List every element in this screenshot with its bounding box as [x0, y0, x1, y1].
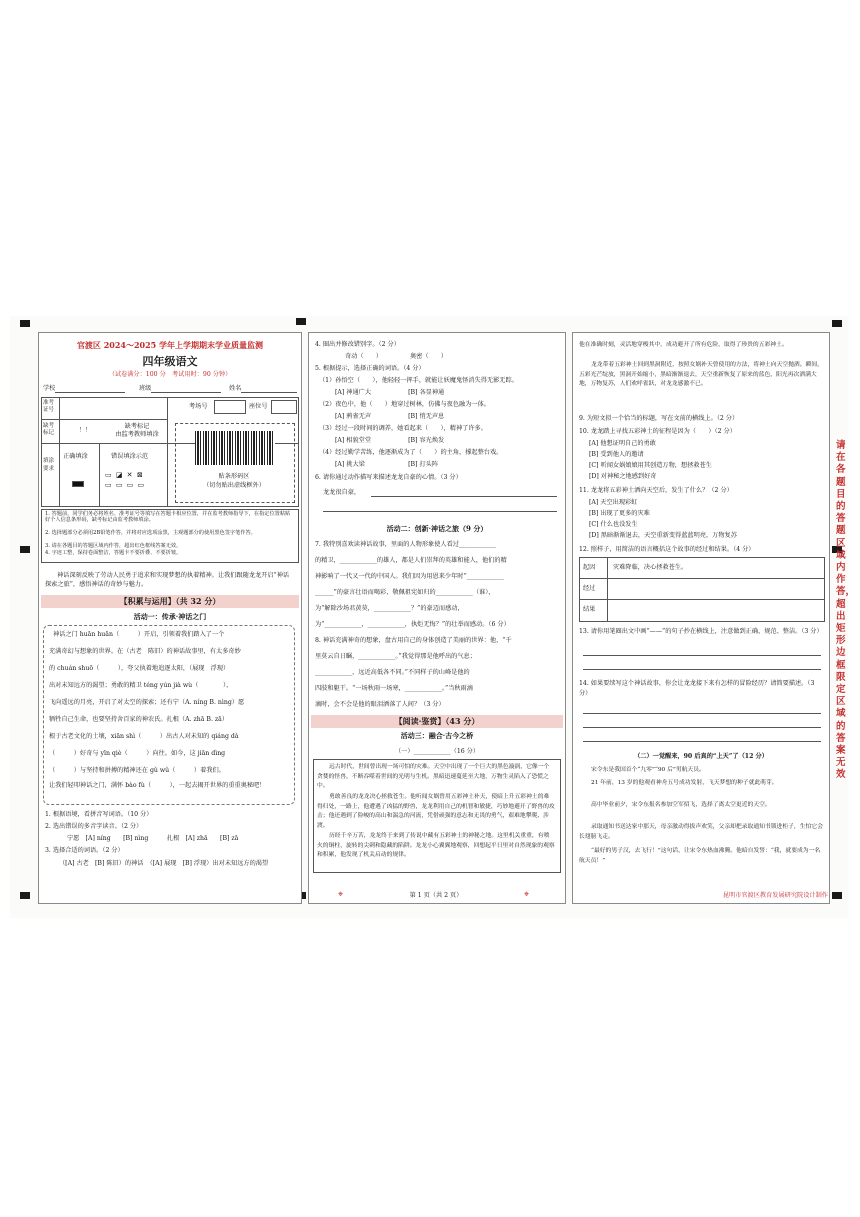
answer-line[interactable] — [371, 496, 557, 497]
score-info: （试卷满分：100 分 考试用时：90 分钟） — [108, 371, 232, 378]
note-3: 3. 请在各题目的答题区域内作答，超出红色框线答案无效。 — [45, 543, 182, 549]
passage-line: 出对未知远方的渴望；勇敢的精卫 téng yún jià wù（ ）， — [49, 682, 233, 689]
fill-label: 填涂要求 — [43, 458, 55, 472]
note-4: 4. 字迹工整，保持卷面整洁，答题卡不要折叠、不要折皱。 — [45, 550, 182, 556]
answer-line[interactable] — [323, 511, 557, 512]
table-cell: 灾难降临，决心拯救苍生。 — [613, 564, 688, 571]
note-1: 1. 答题前，同学们务必将姓名、准考证号等填写在答题卡相应位置，并在监考教师指导下，在指定位置粘贴好个人信息条形码，缺考标记由监考教师填涂。 — [45, 511, 291, 524]
q5-line: （3）经过一段时间的调养，她看起来（ ），精神了许多。 — [319, 425, 487, 432]
passage-paragraph: 勇敢善良的龙龙决心拯救苍生。他听闻女娲曾用五彩神土补天，使暗上升五彩神土的难得归处，一路上，他遭遇了凶猛的野兽，龙龙利用自己的机智和敏捷，巧妙地避开了野兽的攻击；他还遇到了险峻的高山和湍急的河流，凭借顽强的意志和无畏的勇气，艰难地攀爬、涉渡。 — [317, 794, 555, 829]
question-5: 5. 根据提示，选择正确的词语。（4 分） — [315, 365, 425, 372]
part-2-title: （二）一觉醒来，90 后真的“上天”了（12 分） — [634, 753, 768, 760]
registration-mark — [832, 892, 842, 899]
question-1: 1. 根据语境，看拼音写词语。（10 分） — [45, 811, 153, 818]
column-1 — [38, 332, 302, 904]
table-cell: 经过 — [583, 585, 596, 592]
part-2-paragraph: 高中毕业前夕，宋令东报名参加空军招飞，选择了离太空更近的天空。 — [591, 802, 771, 808]
intro-text: 神话深刻反映了劳动人民勇于追求和实现梦想的执着精神。让我们跟随龙龙开启“神话探索之旅”，感悟神话的奇妙与魅力。 — [45, 572, 290, 588]
part-2-paragraph: “最好的男子汉，去飞行！”这句话，让宋令东热血沸腾。他暗自发誓：“我，就要成为一名航天员！” — [579, 848, 821, 864]
passage-continued: 他在准确时刻，灵活地穿梭其中，成功避开了所有危险，取得了珍贵的五彩神土。 — [579, 342, 788, 348]
passage-line: 神话之门 huān huān（ ）开启，引领着我们踏入了一个 — [53, 631, 225, 638]
passage-line: 根于古老文化的土壤，xiān shì（ ）出古人对未知的 qiáng dà — [49, 733, 239, 740]
question-4-items[interactable]: 奇动（ ） 奥密（ ） — [345, 353, 448, 360]
question-6-start: 龙龙很自豪， — [323, 489, 361, 496]
question-3-options[interactable]: （[A] 古老 [B] 陈旧）的神话 （[A] 展现 [B] 浮现）出对未知远方的渴望 — [59, 860, 269, 867]
q8-line: 里莫云自日瞩，____________。”我觉得那是他呼出的气息； — [315, 653, 476, 660]
q7-line: 的精卫，____________的雄人，都是人们崇拜的英雄和能人，他们的精 — [315, 557, 507, 564]
q5-line: （2）夜色中，他（ ）地穿过树林，仿佛与夜色融为一体。 — [319, 401, 490, 408]
part-2-paragraph: 宋令东是我国首个“九零”“90 后”男航天员。 — [591, 767, 705, 773]
answer-line[interactable] — [583, 669, 821, 670]
passage-line: （ ）好奇与 yīn qiè（ ）向往。如今，这 jiān dìng — [49, 750, 226, 757]
crosshair-icon: ⌖ — [338, 890, 344, 900]
q11-option[interactable]: [C] 什么也没发生 — [589, 521, 638, 528]
exam-no-label: 准考证号 — [43, 400, 55, 413]
registration-mark — [20, 320, 30, 327]
fill-wrong-samples: ▭ ▭ ▭ ▭ — [105, 481, 146, 489]
question-6: 6. 请你通过动作描写来描述龙龙自豪的心情。（3 分） — [315, 474, 462, 481]
exam-title: 官渡区 2024～2025 学年上学期期末学业质量监测 — [76, 340, 264, 350]
passage-line: 充满奇幻与想象的世界。在（古老 陈旧）的神话故事里，有太多奇妙 — [49, 648, 241, 655]
passage-line: 让我们轻叩神话之门，满怀 bào fù（ ），一起去揭开世界的重重奥秘吧！ — [49, 782, 266, 789]
answer-line[interactable] — [583, 727, 821, 728]
registration-mark — [20, 892, 30, 899]
passage-paragraph: 远古时代，世间曾出现一场可怕的灾难。天空中出现了一个巨大的黑色漩涡，它像一个贪婪的怪兽，不断吞噬着世间的光明与生机。黑暗迅速蔓延至大地，万物生灵陷入了恐慌之中。 — [317, 764, 550, 789]
fill-wrong-label: 错误填涂示范 — [111, 453, 149, 460]
exam-room-label: 考场号 — [189, 403, 208, 410]
seat-no-label: 座位号 — [249, 403, 268, 410]
footer-credit: 昆明市官渡区教育发展研究院设计制作 — [722, 892, 828, 899]
q10-option[interactable]: [C] 听闻女娲娘娘用其创造万物，想拯救苍生 — [589, 462, 712, 469]
missing-mark[interactable]: ！！ — [79, 427, 92, 434]
passage-line: 的 chuán shuō（ ），夸父执着地追逐太阳，（展现 浮现） — [49, 665, 230, 672]
passage-continued: 龙龙带着五彩神土回到黑洞附近，按照女娲补天曾使用的方法，将神土向天空抛洒。瞬间，五彩光芒绽放，黑洞开始缩小，黑暗渐渐退去，天空重新恢复了原来的蓝色，阳光再次洒满大地，万物复苏，人们欢呼雀跃，对龙龙感激不已。 — [579, 362, 823, 387]
q8-line: 8. 神话充满神奇的想象，盘古用自己的身体创造了美丽的世界：他，“千 — [315, 637, 512, 644]
barcode-label: 贴条形码区 — [218, 473, 250, 480]
question-3: 3. 选择合适的词语。（2 分） — [45, 847, 124, 854]
q11-option[interactable]: [A] 天空出现彩虹 — [589, 499, 638, 506]
passage-paragraph: 历经千辛万苦，龙龙终于来到了传说中藏有五彩神土的神秘之地。这里机关重重，有喷火的铜柱，旋转的尖刺和隐藏的陷阱。龙龙小心翼翼地观察，回想起平日里对自然现象的观察和积累，他发现了机关启动的规律。 — [317, 833, 555, 858]
registration-mark — [296, 318, 306, 325]
q7-line: ______”的豪言壮语而喝彩，敬佩祖宪如归的____________（谁）， — [315, 589, 495, 596]
barcode-note: （切勿贴出虚线框外） — [203, 482, 265, 489]
q7-line: 为“____________，____________，执炬无悔？”的壮举而感动。（6 分） — [315, 621, 510, 628]
missing-note: 缺考标记 由监考教师填涂 — [115, 423, 159, 438]
registration-mark — [20, 546, 30, 553]
activity-1-title: 活动一：传承·神话之门 — [133, 612, 207, 621]
column-2 — [308, 332, 566, 904]
class-field: 班级 — [139, 385, 152, 392]
q5-options[interactable]: [A] 鸦雀无声 [B] 悄无声息 — [335, 413, 445, 420]
side-warning: 请在各题目的答题区域内作答，超出矩形边框限定区域的答案无效 — [836, 440, 856, 781]
passage-line: 飞向遥远的月亮，开启了对太空的探索；还有宁（A. níng B. nìng）愿 — [49, 699, 245, 706]
q10-option[interactable]: [D] 对神秘之地感到好奇 — [589, 473, 657, 480]
fill-right-sample — [72, 481, 84, 487]
school-field: 学校 — [43, 385, 56, 392]
note-2: 2. 选择题部分必须用2B铅笔作答，并将对应选项涂黑，主观题部分的使用黑色签字笔作答。 — [45, 530, 256, 536]
name-field: 姓名 — [229, 385, 242, 392]
question-4: 4. 圈出并修改错别字。（2 分） — [315, 341, 400, 348]
crosshair-icon: ⌖ — [524, 890, 530, 900]
question-2: 2. 选出错误的多音字读音。（2 分） — [45, 823, 143, 830]
q8-line: ____________，远近高低各不同。”不同样子的山峰是他的 — [315, 669, 470, 676]
q10-option[interactable]: [A] 他想证明自己的勇敢 — [589, 440, 656, 447]
part-2-paragraph: 录取通知书送达家中那天，母亲激动得拔声欢笑，父亲却把录取通知书锁进柜子，生怕它会长翅膀飞走。 — [579, 824, 823, 840]
q5-line: （4）经过勤学苦练，他逐渐成为了（ ）的主角，撑起整台戏。 — [319, 449, 503, 456]
question-2-options[interactable]: 宁愿 [A] níng [B] nìng 扎根 [A] zhā [B] zā — [67, 835, 239, 842]
fill-right-label: 正确填涂 — [63, 453, 88, 460]
q5-options[interactable]: [A] 相貌堂堂 [B] 容光焕发 — [335, 437, 445, 444]
q5-line: （1）孙悟空（ ），他轻轻一挥手，就能让妖魔鬼怪消失得无影无踪。 — [319, 377, 518, 384]
q10-option[interactable]: [B] 受到他人的邀请 — [589, 451, 644, 458]
question-10: 10. 龙龙踏上寻找五彩神土的征程是因为（ ）（2 分） — [579, 428, 736, 435]
answer-line[interactable] — [583, 655, 821, 656]
part-2-paragraph: 21 年前，13 岁的他观看神舟五号成功发射，飞天梦想的种子就此萌芽。 — [591, 780, 778, 786]
barcode-image — [195, 431, 275, 465]
q5-options[interactable]: [A] 挑大梁 [B] 打头阵 — [335, 461, 439, 468]
q7-line: 神影响了一代又一代的中国人。我们因为用恩来少年时“____________ — [315, 573, 504, 580]
question-13: 13. 请你用笔圈出文中画“——”的句子抄在横线上，注意做到正确、规范、整洁。（3 分） — [579, 628, 823, 635]
q8-line: 四肢和躯干。“一场秋雨一场寒，____________。”当秋雨滴 — [315, 685, 473, 692]
seat-no-box[interactable] — [271, 400, 297, 414]
q5-options[interactable]: [A] 神通广大 [B] 各显神通 — [335, 389, 445, 396]
q7-line: 为“解除沙场君黄莫，____________？”的豪迈而感动， — [315, 605, 464, 612]
table-cell: 起因 — [583, 564, 596, 571]
passage-title: （一）____________（16 分） — [394, 748, 480, 755]
passage-line: 牺牲自己生命，也要坚持舍百家的神农氏。扎根（A. zhā B. zā） — [49, 716, 229, 723]
question-12: 12. 照样子，用简洁的语言概括这个故事的经过和结果。（4 分） — [579, 546, 755, 553]
q11-option[interactable]: [B] 出现了更多的灾难 — [589, 510, 650, 517]
missing-label: 缺考标记 — [43, 423, 55, 436]
activity-3-title: 活动三：融合·古今之桥 — [400, 731, 474, 740]
question-9: 9. 为短文拟一个恰当的标题，写在文前的横线上。（2 分） — [579, 415, 739, 422]
column-3 — [572, 332, 830, 904]
page-number: 第 1 页（共 2 页） — [409, 892, 463, 899]
subject-title: 四年级语文 — [142, 355, 198, 368]
q11-option[interactable]: [D] 黑暗渐渐退去，天空重新变得蓝蓝明亮，万物复苏 — [589, 532, 737, 539]
section-2-title: 【阅读·鉴赏】（43 分） — [311, 715, 563, 728]
question-11: 11. 龙龙将五彩神土洒向天空后，发生了什么？（2 分） — [579, 487, 733, 494]
activity-2-title: 活动二：创新·神话之旅（9 分） — [386, 524, 488, 533]
registration-mark — [832, 320, 842, 327]
q7-line: 7. 我特别喜欢读神话故事，里面的人物形象使人看过____________ — [315, 541, 497, 548]
fill-wrong-samples: ▭ ◪ ✕ ⊠ — [105, 471, 144, 479]
q8-line: 滴时，会不会是他的眼泪洒落了人间？（3 分） — [315, 701, 445, 708]
answer-line[interactable] — [583, 713, 821, 714]
answer-line[interactable] — [583, 741, 821, 742]
question-14: 14. 如果要续写这个神话故事，你会让龙龙接下来有怎样的冒险经历？请简要描述。（3 分） — [579, 680, 815, 697]
section-1-title: 【积累与运用】（共 32 分） — [41, 595, 299, 608]
passage-line: （ ）与坚持和拼搏的精神还在 gǔ wǔ（ ）着我们。 — [49, 767, 225, 774]
table-cell: 结果 — [583, 606, 596, 613]
exam-room-box[interactable] — [214, 400, 246, 414]
